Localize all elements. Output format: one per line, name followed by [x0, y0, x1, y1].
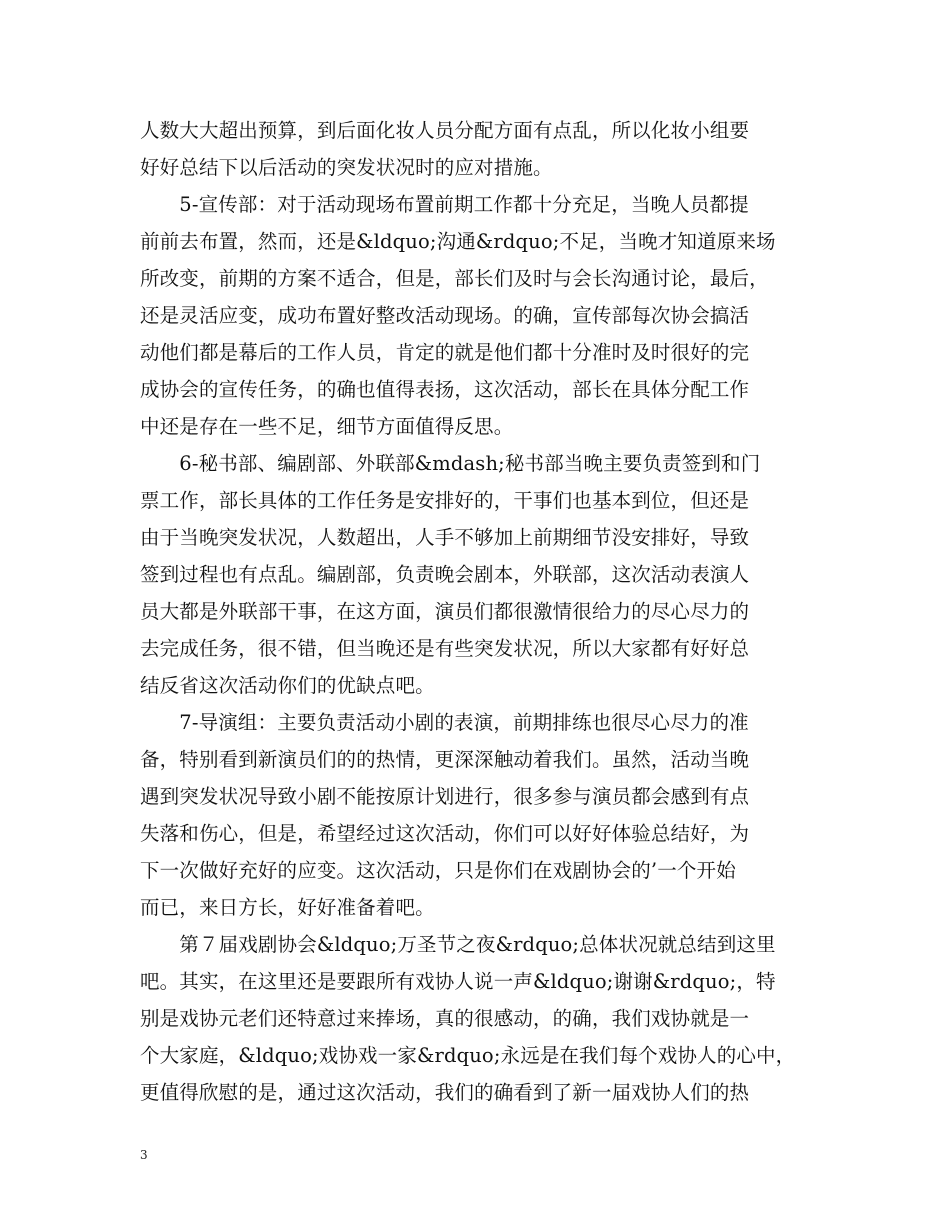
text-line: 失落和伤心，但是，希望经过这次活动，你们可以好好体验总结好，为 — [140, 822, 750, 845]
text-line: 5-宣传部：对于活动现场布置前期工作都十分充足，当晚人员都提 — [140, 193, 749, 216]
text-line: 所改变，前期的方案不适合，但是，部长们及时与会长沟通讨论，最后， — [140, 267, 769, 290]
text-line: 第７届戏剧协会&ldquo;万圣节之夜&rdquo;总体状况就总结到这里 — [140, 933, 776, 956]
body-text — [140, 112, 816, 1111]
text-line: 好好总结下以后活动的突发状况时的应对措施。 — [140, 156, 553, 179]
page-number: 3 — [140, 1148, 148, 1162]
text-line: 个大家庭，&ldquo;戏协戏一家&rdquo;永远是在我们每个戏协人的心中， — [140, 1044, 796, 1067]
text-line: 票工作，部长具体的工作任务是安排好的，干事们也基本到位，但还是 — [140, 489, 750, 512]
text-line: 遇到突发状况导致小剧不能按原计划进行，很多参与演员都会感到有点 — [140, 785, 750, 808]
text-line: 7-导演组：主要负责活动小剧的表演，前期排练也很尽心尽力的准 — [140, 711, 749, 734]
text-line: 下一次做好充好的应变。这次活动，只是你们在戏剧协会的’一个开始 — [140, 859, 736, 882]
text-line: 更值得欣慰的是，通过这次活动，我们的确看到了新一届戏协人们的热 — [140, 1081, 750, 1104]
text-line: 人数大大超出预算，到后面化妆人员分配方面有点乱，所以化妆小组要 — [140, 119, 750, 142]
text-line: 签到过程也有点乱。编剧部，负责晚会剧本，外联部，这次活动表演人 — [140, 563, 750, 586]
text-line: 6-秘书部、编剧部、外联部&mdash;秘书部当晚主要负责签到和门 — [140, 452, 761, 475]
text-line: 还是灵活应变，成功布置好整改活动现场。的确，宣传部每次协会搞活 — [140, 304, 750, 327]
text-line: 而已，来日方长，好好准备着吧。 — [140, 896, 435, 919]
text-line: 结反省这次活动你们的优缺点吧。 — [140, 674, 435, 697]
text-line: 中还是存在一些不足，细节方面值得反思。 — [140, 415, 514, 438]
text-line: 由于当晚突发状况，人数超出，人手不够加上前期细节没安排好，导致 — [140, 526, 750, 549]
text-line: 成协会的宣传任务，的确也值得表扬，这次活动，部长在具体分配工作 — [140, 378, 750, 401]
text-line: 别是戏协元老们还特意过来捧场，真的很感动，的确，我们戏协就是一 — [140, 1007, 750, 1030]
text-line: 员大都是外联部干事，在这方面，演员们都很激情很给力的尽心尽力的 — [140, 600, 750, 623]
text-line: 吧。其实，在这里还是要跟所有戏协人说一声&ldquo;谢谢&rdquo;，特 — [140, 970, 776, 993]
text-line: 备，特别看到新演员们的的热情，更深深触动着我们。虽然，活动当晚 — [140, 748, 750, 771]
text-line: 前前去布置，然而，还是&ldquo;沟通&rdquo;不足，当晚才知道原来场 — [140, 230, 776, 253]
text-line: 动他们都是幕后的工作人员，肯定的就是他们都十分准时及时很好的完 — [140, 341, 750, 364]
text-line: 去完成任务，很不错，但当晚还是有些突发状况，所以大家都有好好总 — [140, 637, 750, 660]
